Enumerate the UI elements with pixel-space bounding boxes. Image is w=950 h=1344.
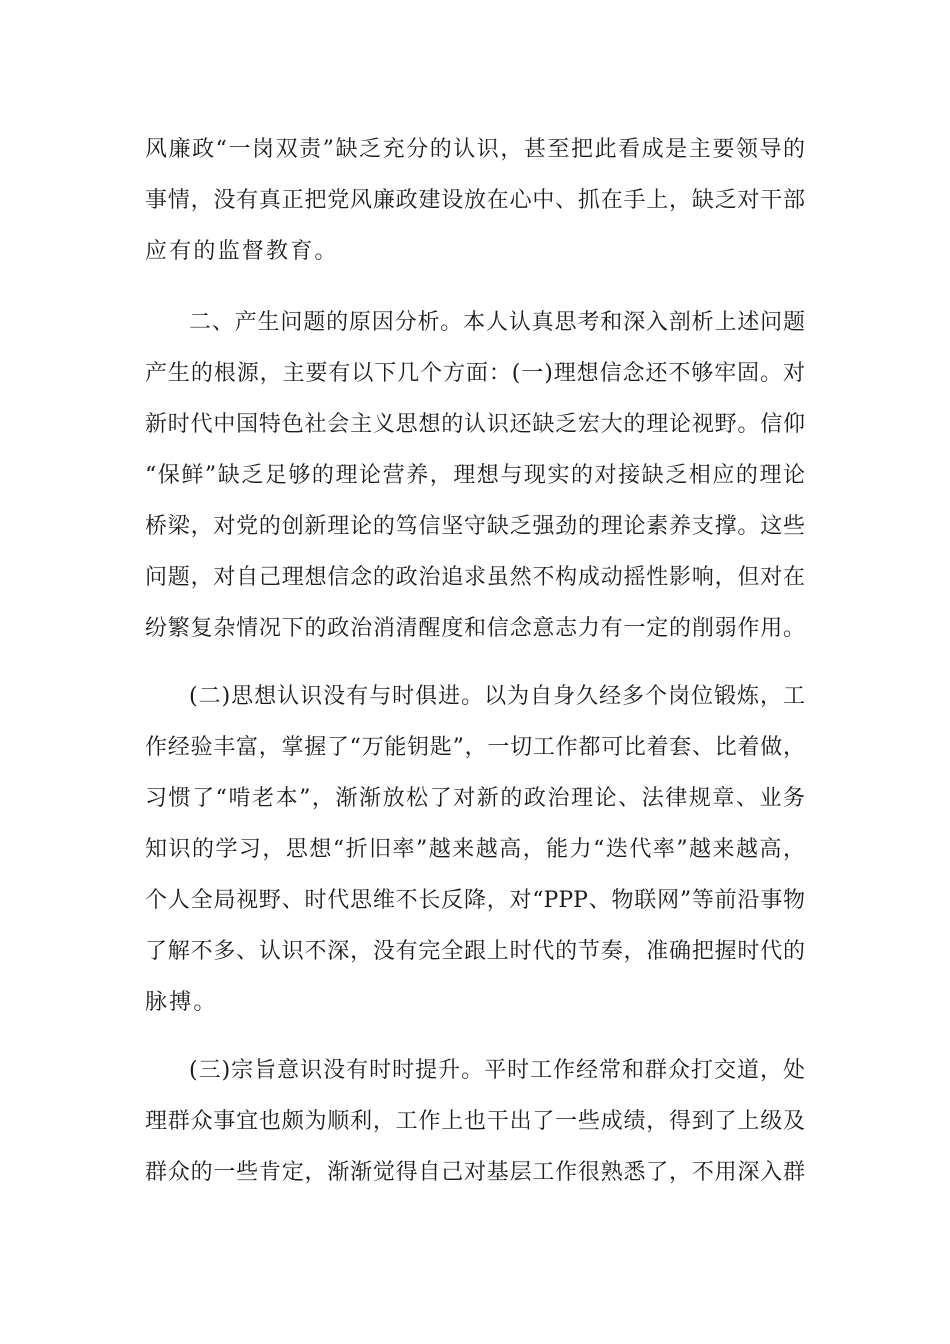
text-line: 群众的一些肯定，渐渐觉得自己对基层工作很熟悉了，不用深入群 xyxy=(145,1160,805,1185)
text-line: 理群众事宜也颇为顺利，工作上也干出了一些成绩，得到了上级及 xyxy=(145,1109,805,1134)
text-line: 作经验丰富，掌握了“万能钥匙”，一切工作都可比着套、比着做， xyxy=(145,735,805,760)
text-line: 知识的学习，思想“折旧率”越来越高，能力“迭代率”越来越高， xyxy=(145,837,805,862)
text-line: 桥梁，对党的创新理论的笃信坚守缺乏强劲的理论素养支撑。这些 xyxy=(145,514,805,539)
text-line: 产生的根源，主要有以下几个方面：(一)理想信念还不够牢固。对 xyxy=(145,361,805,386)
text-line: “保鲜”缺乏足够的理论营养，理想与现实的对接缺乏相应的理论 xyxy=(145,463,805,488)
text-line: 应有的监督教育。 xyxy=(145,239,339,264)
paragraph-first-line: 二、产生问题的原因分析。本人认真思考和深入剖析上述问题 xyxy=(189,310,805,335)
text-line: 个人全局视野、时代思维不长反降，对“PPP、物联网”等前沿事物 xyxy=(145,888,805,913)
paragraph-first-line: (三)宗旨意识没有时时提升。平时工作经常和群众打交道，处 xyxy=(189,1058,805,1083)
text-line: 问题，对自己理想信念的政治追求虽然不构成动摇性影响，但对在 xyxy=(145,565,805,590)
text-line: 纷繁复杂情况下的政治消清醒度和信念意志力有一定的削弱作用。 xyxy=(145,616,805,641)
text-line: 事情，没有真正把党风廉政建设放在心中、抓在手上，缺乏对干部 xyxy=(145,188,805,213)
paragraph-first-line: (二)思想认识没有与时俱进。以为自身久经多个岗位锻炼，工 xyxy=(189,684,805,709)
text-line: 了解不多、认识不深，没有完全跟上时代的节奏，准确把握时代的 xyxy=(145,939,805,964)
text-line: 风廉政“一岗双责”缺乏充分的认识，甚至把此看成是主要领导的 xyxy=(145,137,805,162)
text-line: 脉搏。 xyxy=(145,990,218,1015)
text-line: 新时代中国特色社会主义思想的认识还缺乏宏大的理论视野。信仰 xyxy=(145,412,805,437)
text-line: 习惯了“啃老本”，渐渐放松了对新的政治理论、法律规章、业务 xyxy=(145,786,805,811)
